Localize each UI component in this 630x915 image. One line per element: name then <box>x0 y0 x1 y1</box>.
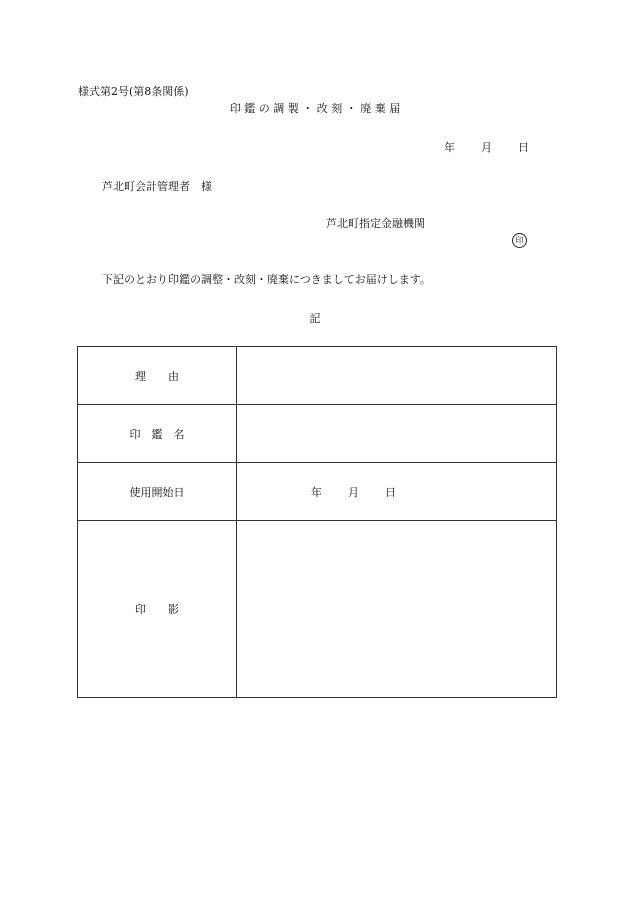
seal-mark: 印 <box>512 233 527 248</box>
start-date-field[interactable] <box>237 463 557 521</box>
reason-label: 理 由 <box>78 347 237 405</box>
date-month-label: 月 <box>481 141 492 154</box>
submission-date <box>444 142 529 153</box>
reason-field[interactable] <box>237 347 557 405</box>
addressee: 芦北町会計管理者 様 <box>102 180 212 193</box>
application-table <box>77 346 557 698</box>
body-text: 下記のとおり印鑑の調整・改刻・廃棄につきましてお届けします。 <box>102 273 431 286</box>
date-year-label: 年 <box>444 141 455 154</box>
seal-impression-field[interactable] <box>237 521 557 698</box>
table-row-reason <box>78 347 557 405</box>
document-title <box>0 103 630 114</box>
table-row-seal-impression <box>78 521 557 698</box>
seal-name-label: 印 鑑 名 <box>78 405 237 463</box>
table-row-seal-name <box>78 405 557 463</box>
start-date-year: 年 <box>311 485 322 499</box>
start-date-month: 月 <box>348 485 359 499</box>
form-number: 様式第2号(第8条関係) <box>78 85 189 98</box>
start-date-day: 日 <box>385 485 396 499</box>
table-row-start-date <box>78 463 557 521</box>
seal-name-field[interactable] <box>237 405 557 463</box>
document-title-text: 印 鑑 の 調 製 ・ 改 刻 ・ 廃 棄 届 <box>229 102 401 115</box>
date-day-label: 日 <box>518 141 529 154</box>
start-date-label: 使用開始日 <box>78 463 237 521</box>
applicant-name: 芦北町指定金融機関 <box>326 217 425 230</box>
seal-impression-label: 印 影 <box>78 521 237 698</box>
ki-heading: 記 <box>309 312 321 325</box>
